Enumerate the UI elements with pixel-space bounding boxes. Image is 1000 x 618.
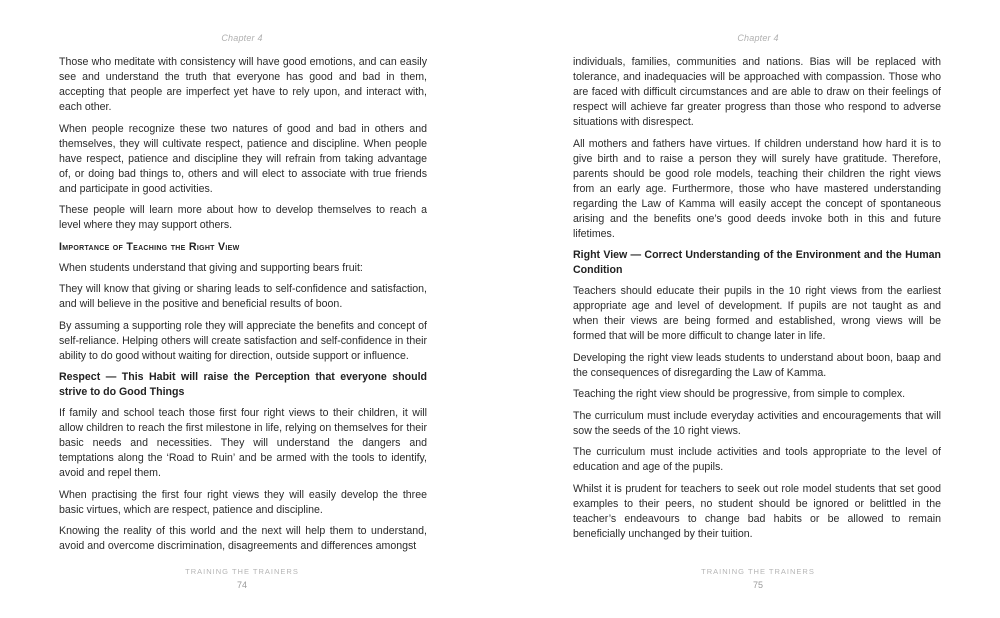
paragraph: They will know that giving or sharing leads to self-confidence and satisfaction, and will believe in the positive and beneficial results of boon. xyxy=(59,283,427,310)
paragraph: The curriculum must include everyday activities and encouragements that will sow the seeds of the 10 right views. xyxy=(573,409,941,437)
paragraph: Developing the right view leads students to understand about boon, baap and the consequences of disregarding the Law of Kamma. xyxy=(573,351,941,379)
paragraph: individuals, families, communities and nations. Bias will be replaced with tolerance, and inadequacies will be approached with compassion. Those who are faced with difficult circumstances and are able to draw on their feelings of respect will achieve far greater progress than those who respond to adverse situations with disrespect. xyxy=(573,56,941,128)
page-body xyxy=(59,55,427,561)
running-footer: TRAINING THE TRAINERS xyxy=(701,567,815,576)
page-number: 75 xyxy=(752,580,763,590)
paragraph: The curriculum must include activities and tools appropriate to the level of education and age of the pupils. xyxy=(573,446,941,473)
right-page xyxy=(500,0,1000,618)
running-footer: TRAINING THE TRAINERS xyxy=(185,567,299,576)
page-footer xyxy=(0,567,492,590)
paragraph: These people will learn more about how to develop themselves to reach a level where they may support others. xyxy=(59,204,427,231)
paragraph: When students understand that giving and supporting bears fruit: xyxy=(59,261,363,274)
paragraph: Knowing the reality of this world and the next will help them to understand, avoid and overcome discrimination, disagreements and differences amongst xyxy=(59,525,427,552)
chapter-header: Chapter 4 xyxy=(221,33,263,43)
paragraph: Teachers should educate their pupils in the 10 right views from the earliest appropriate age and level of development. If pupils are not taught as and when their views are being formed and established, wrong views will be formed that will be more difficult to change later in life. xyxy=(573,285,941,342)
section-heading: Importance of Teaching the Right View xyxy=(59,240,240,253)
section-heading: Respect — This Habit will raise the Perception that everyone should strive to do Good Things xyxy=(59,371,427,398)
paragraph: When people recognize these two natures of good and bad in others and themselves, they will cultivate respect, patience and discipline. When people have respect, patience and discipline they will refrain from taking advantage of, or doing bad things to, others and will elect to associate with true friends and participate in good activities. xyxy=(59,122,427,195)
paragraph: By assuming a supporting role they will appreciate the benefits and concept of self-reliance. Helping others will create satisfaction and self-confidence in their ability to do good without waiting for direction, outside support or influence. xyxy=(59,319,427,362)
section-heading: Right View — Correct Understanding of the Environment and the Human Condition xyxy=(573,249,941,276)
paragraph: When practising the first four right views they will easily develop the three basic virtues, which are respect, patience and discipline. xyxy=(59,488,427,516)
page-number: 74 xyxy=(236,580,247,590)
page-footer xyxy=(508,567,1000,590)
page-body xyxy=(573,55,941,548)
paragraph: If family and school teach those first four right views to their children, it will allow children to reach the first milestone in life, relying on themselves for their basic needs and necessities. They will understand the dangers and temptations along the ‘Road to Ruin’ and be armed with the tools to identify, avoid and repel them. xyxy=(59,407,427,479)
paragraph: Teaching the right view should be progressive, from simple to complex. xyxy=(573,388,906,400)
paragraph: Whilst it is prudent for teachers to seek out role model students that set good examples to their peers, no student should be ignored or belittled in the teacher’s endeavours to change bad habits or be allowed to remain beneficially unchanged by their tuition. xyxy=(573,482,941,540)
paragraph: Those who meditate with consistency will have good emotions, and can easily see and understand the truth that everyone has good and bad in them, accepting that people are imperfect yet have to rely upon, and interact with, each other. xyxy=(59,56,427,113)
chapter-header: Chapter 4 xyxy=(737,33,779,43)
paragraph: All mothers and fathers have virtues. If children understand how hard it is to give birth and to raise a person they will surely have gratitude. Therefore, parents should be good role models, teaching their children the right views from an early age. Furthermore, those who have mastered understanding regarding the Law of Kamma will easily accept the concept of spontaneous arising and the benefits one’s good deeds invoke both in this and future lifetimes. xyxy=(573,137,941,240)
